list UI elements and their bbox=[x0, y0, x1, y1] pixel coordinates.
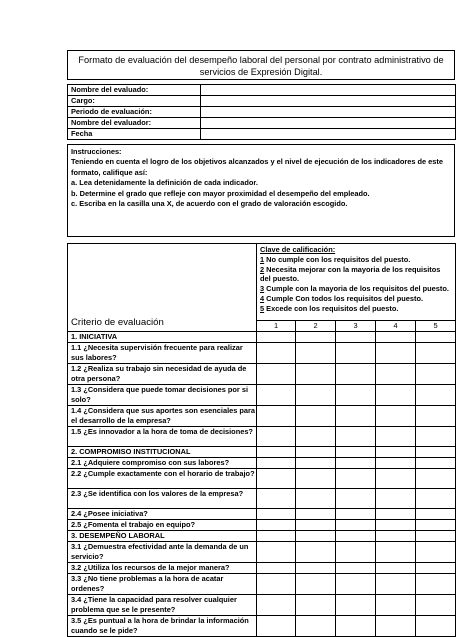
rating-cell-4[interactable] bbox=[376, 458, 416, 469]
section-row bbox=[68, 531, 456, 542]
rating-cell-5[interactable] bbox=[416, 542, 456, 563]
rating-key-text: Cumple Con todos los requisitos del puesto. bbox=[264, 293, 424, 303]
rating-key-item bbox=[260, 304, 452, 314]
rating-cell-2[interactable] bbox=[296, 616, 336, 637]
rating-cell-3[interactable] bbox=[336, 616, 376, 637]
rating-cell-1[interactable] bbox=[257, 542, 296, 563]
rating-cell-2[interactable] bbox=[296, 343, 336, 364]
rating-cell-5[interactable] bbox=[416, 406, 456, 427]
rating-cell-4[interactable] bbox=[376, 542, 416, 563]
info-value-field-nombre-del-evaluador[interactable] bbox=[201, 118, 456, 129]
rating-key-number: 1 bbox=[260, 254, 265, 264]
rating-cell-3[interactable] bbox=[336, 574, 376, 595]
criterion-row bbox=[68, 406, 456, 427]
rating-cell-2[interactable] bbox=[296, 364, 336, 385]
criterion-row bbox=[68, 343, 456, 364]
criterion-row bbox=[68, 385, 456, 406]
criteria-table bbox=[67, 243, 456, 637]
rating-cell-1[interactable] bbox=[257, 616, 296, 637]
info-value-field-nombre-del-evaluado[interactable] bbox=[201, 85, 456, 96]
instructions-heading: Instrucciones: bbox=[71, 147, 122, 156]
info-value-field-periodo-de-evaluacion[interactable] bbox=[201, 107, 456, 118]
rating-key-number: 4 bbox=[260, 293, 265, 303]
criterion-row bbox=[68, 509, 456, 520]
info-row bbox=[68, 107, 456, 118]
instruction-step-a: a. Lea detenidamente la definición de cada indicador. bbox=[71, 178, 258, 188]
rating-cell-1[interactable] bbox=[257, 364, 296, 385]
rating-cell-5[interactable] bbox=[416, 489, 456, 509]
rating-cell-2[interactable] bbox=[296, 458, 336, 469]
rating-cell-4[interactable] bbox=[376, 595, 416, 616]
criterion-row bbox=[68, 595, 456, 616]
section-blank-cell bbox=[296, 332, 336, 343]
rating-cell-1[interactable] bbox=[257, 458, 296, 469]
criterion-question: 2.5 ¿Fomenta el trabajo en equipo? bbox=[68, 520, 257, 531]
criterion-question: 2.2 ¿Cumple exactamente con el horario de trabajo? bbox=[68, 469, 257, 489]
rating-cell-4[interactable] bbox=[376, 563, 416, 574]
rating-cell-2[interactable] bbox=[296, 406, 336, 427]
info-row bbox=[68, 85, 456, 96]
section-blank-cell bbox=[336, 332, 376, 343]
rating-cell-2[interactable] bbox=[296, 489, 336, 509]
rating-cell-4[interactable] bbox=[376, 616, 416, 637]
rating-cell-4[interactable] bbox=[376, 427, 416, 447]
section-blank-cell bbox=[416, 332, 456, 343]
rating-cell-3[interactable] bbox=[336, 458, 376, 469]
criterion-question: 1.3 ¿Considera que puede tomar decisiones por si solo? bbox=[68, 385, 257, 406]
scale-header-3: 3 bbox=[336, 321, 376, 332]
section-blank-cell bbox=[376, 447, 416, 458]
rating-cell-2[interactable] bbox=[296, 520, 336, 531]
section-title: 3. DESEMPEÑO LABORAL bbox=[68, 531, 257, 542]
rating-cell-2[interactable] bbox=[296, 574, 336, 595]
section-row bbox=[68, 447, 456, 458]
rating-key-title: Clave de calificación: bbox=[260, 245, 336, 254]
rating-cell-2[interactable] bbox=[296, 595, 336, 616]
section-blank-cell bbox=[376, 531, 416, 542]
rating-cell-2[interactable] bbox=[296, 385, 336, 406]
rating-cell-1[interactable] bbox=[257, 343, 296, 364]
scale-header-4: 4 bbox=[376, 321, 416, 332]
rating-cell-3[interactable] bbox=[336, 542, 376, 563]
rating-cell-3[interactable] bbox=[336, 364, 376, 385]
rating-key bbox=[257, 244, 456, 321]
info-row bbox=[68, 129, 456, 140]
rating-cell-3[interactable] bbox=[336, 406, 376, 427]
rating-cell-1[interactable] bbox=[257, 563, 296, 574]
rating-key-text: Cumple con la mayoria de los requisitos del puesto. bbox=[264, 284, 449, 294]
rating-key-number: 5 bbox=[260, 303, 265, 313]
rating-cell-4[interactable] bbox=[376, 509, 416, 520]
instruction-step-c: c. Escriba en la casilla una X, de acuerdo con el grado de valoración escogido. bbox=[71, 199, 348, 209]
rating-cell-5[interactable] bbox=[416, 616, 456, 637]
rating-cell-3[interactable] bbox=[336, 595, 376, 616]
info-label: Periodo de evaluación: bbox=[68, 107, 201, 118]
criterion-row bbox=[68, 574, 456, 595]
rating-cell-3[interactable] bbox=[336, 385, 376, 406]
rating-key-number: 3 bbox=[260, 284, 265, 294]
criterion-question: 3.2 ¿Utiliza los recursos de la mejor manera? bbox=[68, 563, 257, 574]
rating-cell-3[interactable] bbox=[336, 563, 376, 574]
rating-key-item bbox=[260, 294, 452, 304]
criterion-question: 1.4 ¿Considera que sus aportes son esenciales para el desarrollo de la empresa? bbox=[68, 406, 257, 427]
criterion-question: 3.4 ¿Tiene la capacidad para resolver cualquier problema que se le presente? bbox=[68, 595, 257, 616]
rating-cell-4[interactable] bbox=[376, 406, 416, 427]
criterion-question: 1.5 ¿Es innovador a la hora de toma de decisiones? bbox=[68, 427, 257, 447]
rating-cell-2[interactable] bbox=[296, 427, 336, 447]
section-blank-cell bbox=[296, 531, 336, 542]
criterion-row bbox=[68, 427, 456, 447]
criterion-row bbox=[68, 563, 456, 574]
rating-key-text: No cumple con los requisitos del puesto. bbox=[264, 254, 411, 264]
rating-key-item bbox=[260, 284, 452, 294]
rating-cell-5[interactable] bbox=[416, 458, 456, 469]
section-title: 2. COMPROMISO INSTITUCIONAL bbox=[68, 447, 257, 458]
rating-cell-5[interactable] bbox=[416, 509, 456, 520]
section-blank-cell bbox=[416, 531, 456, 542]
info-label: Nombre del evaluado: bbox=[68, 85, 201, 96]
section-blank-cell bbox=[336, 531, 376, 542]
rating-cell-3[interactable] bbox=[336, 343, 376, 364]
rating-cell-1[interactable] bbox=[257, 489, 296, 509]
instruction-step-b: b. Determine el grado que refleje con mayor proximidad el desempeño del empleado. bbox=[71, 188, 370, 198]
rating-cell-3[interactable] bbox=[336, 509, 376, 520]
rating-cell-4[interactable] bbox=[376, 343, 416, 364]
criterion-row bbox=[68, 458, 456, 469]
criterion-question: 2.4 ¿Posee iniciativa? bbox=[68, 509, 257, 520]
rating-cell-5[interactable] bbox=[416, 427, 456, 447]
info-table bbox=[67, 84, 456, 140]
rating-cell-2[interactable] bbox=[296, 469, 336, 489]
rating-cell-5[interactable] bbox=[416, 595, 456, 616]
criterion-row bbox=[68, 469, 456, 489]
info-row bbox=[68, 118, 456, 129]
rating-cell-3[interactable] bbox=[336, 520, 376, 531]
criterion-row bbox=[68, 489, 456, 509]
form-title: Formato de evaluación del desempeño laboral del personal por contrato administrativo de servicios de Expresión Digital. bbox=[67, 50, 455, 80]
section-title: 1. INICIATIVA bbox=[68, 332, 257, 343]
rating-cell-1[interactable] bbox=[257, 509, 296, 520]
rating-cell-1[interactable] bbox=[257, 520, 296, 531]
rating-key-item bbox=[260, 265, 452, 285]
section-blank-cell bbox=[296, 447, 336, 458]
rating-cell-5[interactable] bbox=[416, 469, 456, 489]
rating-cell-3[interactable] bbox=[336, 469, 376, 489]
section-blank-cell bbox=[257, 447, 296, 458]
criterion-question: 2.3 ¿Se identifica con los valores de la empresa? bbox=[68, 489, 257, 509]
rating-cell-4[interactable] bbox=[376, 385, 416, 406]
scale-header-1: 1 bbox=[257, 321, 296, 332]
section-blank-cell bbox=[376, 332, 416, 343]
criterion-question: 2.1 ¿Adquiere compromiso con sus labores? bbox=[68, 458, 257, 469]
criterion-row bbox=[68, 364, 456, 385]
info-value-field-fecha[interactable] bbox=[201, 129, 456, 140]
rating-cell-5[interactable] bbox=[416, 364, 456, 385]
rating-cell-5[interactable] bbox=[416, 563, 456, 574]
rating-cell-4[interactable] bbox=[376, 574, 416, 595]
rating-cell-1[interactable] bbox=[257, 406, 296, 427]
rating-cell-3[interactable] bbox=[336, 489, 376, 509]
rating-cell-4[interactable] bbox=[376, 520, 416, 531]
info-label: Nombre del evaluador: bbox=[68, 118, 201, 129]
section-blank-cell bbox=[336, 447, 376, 458]
rating-cell-2[interactable] bbox=[296, 509, 336, 520]
scale-header-5: 5 bbox=[416, 321, 456, 332]
instructions-box bbox=[67, 144, 455, 237]
criteria-header: Criterio de evaluación bbox=[68, 244, 257, 332]
rating-cell-5[interactable] bbox=[416, 574, 456, 595]
instructions-body: Teniendo en cuenta el logro de los objetivos alcanzados y el nivel de ejecución de los indicadores de este formato, califique así: bbox=[71, 157, 443, 177]
rating-cell-4[interactable] bbox=[376, 364, 416, 385]
criterion-question: 1.2 ¿Realiza su trabajo sin necesidad de ayuda de otra persona? bbox=[68, 364, 257, 385]
info-row bbox=[68, 96, 456, 107]
scale-header-2: 2 bbox=[296, 321, 336, 332]
info-label: Cargo: bbox=[68, 96, 201, 107]
info-label: Fecha bbox=[68, 129, 201, 140]
criterion-question: 3.1 ¿Demuestra efectividad ante la demanda de un servicio? bbox=[68, 542, 257, 563]
rating-cell-5[interactable] bbox=[416, 520, 456, 531]
rating-cell-1[interactable] bbox=[257, 427, 296, 447]
info-value-field-cargo[interactable] bbox=[201, 96, 456, 107]
rating-cell-1[interactable] bbox=[257, 385, 296, 406]
section-blank-cell bbox=[257, 531, 296, 542]
criterion-row bbox=[68, 520, 456, 531]
rating-cell-1[interactable] bbox=[257, 595, 296, 616]
criterion-row bbox=[68, 616, 456, 637]
criterion-question: 3.5 ¿Es puntual a la hora de brindar la información cuando se le pide? bbox=[68, 616, 257, 637]
rating-cell-2[interactable] bbox=[296, 563, 336, 574]
section-blank-cell bbox=[416, 447, 456, 458]
rating-cell-4[interactable] bbox=[376, 469, 416, 489]
evaluation-form bbox=[67, 50, 455, 637]
rating-key-number: 2 bbox=[260, 264, 265, 274]
rating-cell-3[interactable] bbox=[336, 427, 376, 447]
rating-key-text: Excede con los requisitos del puesto. bbox=[264, 303, 399, 313]
section-blank-cell bbox=[257, 332, 296, 343]
criterion-question: 1.1 ¿Necesita supervisión frecuente para realizar sus labores? bbox=[68, 343, 257, 364]
criterion-row bbox=[68, 542, 456, 563]
section-row bbox=[68, 332, 456, 343]
rating-cell-2[interactable] bbox=[296, 542, 336, 563]
rating-cell-1[interactable] bbox=[257, 469, 296, 489]
rating-cell-1[interactable] bbox=[257, 574, 296, 595]
rating-cell-5[interactable] bbox=[416, 343, 456, 364]
rating-key-text: Necesita mejorar con la mayoria de los requisitos del puesto. bbox=[260, 264, 441, 284]
rating-cell-5[interactable] bbox=[416, 385, 456, 406]
criterion-question: 3.3 ¿No tiene problemas a la hora de acatar ordenes? bbox=[68, 574, 257, 595]
rating-key-item bbox=[260, 255, 452, 265]
rating-cell-4[interactable] bbox=[376, 489, 416, 509]
